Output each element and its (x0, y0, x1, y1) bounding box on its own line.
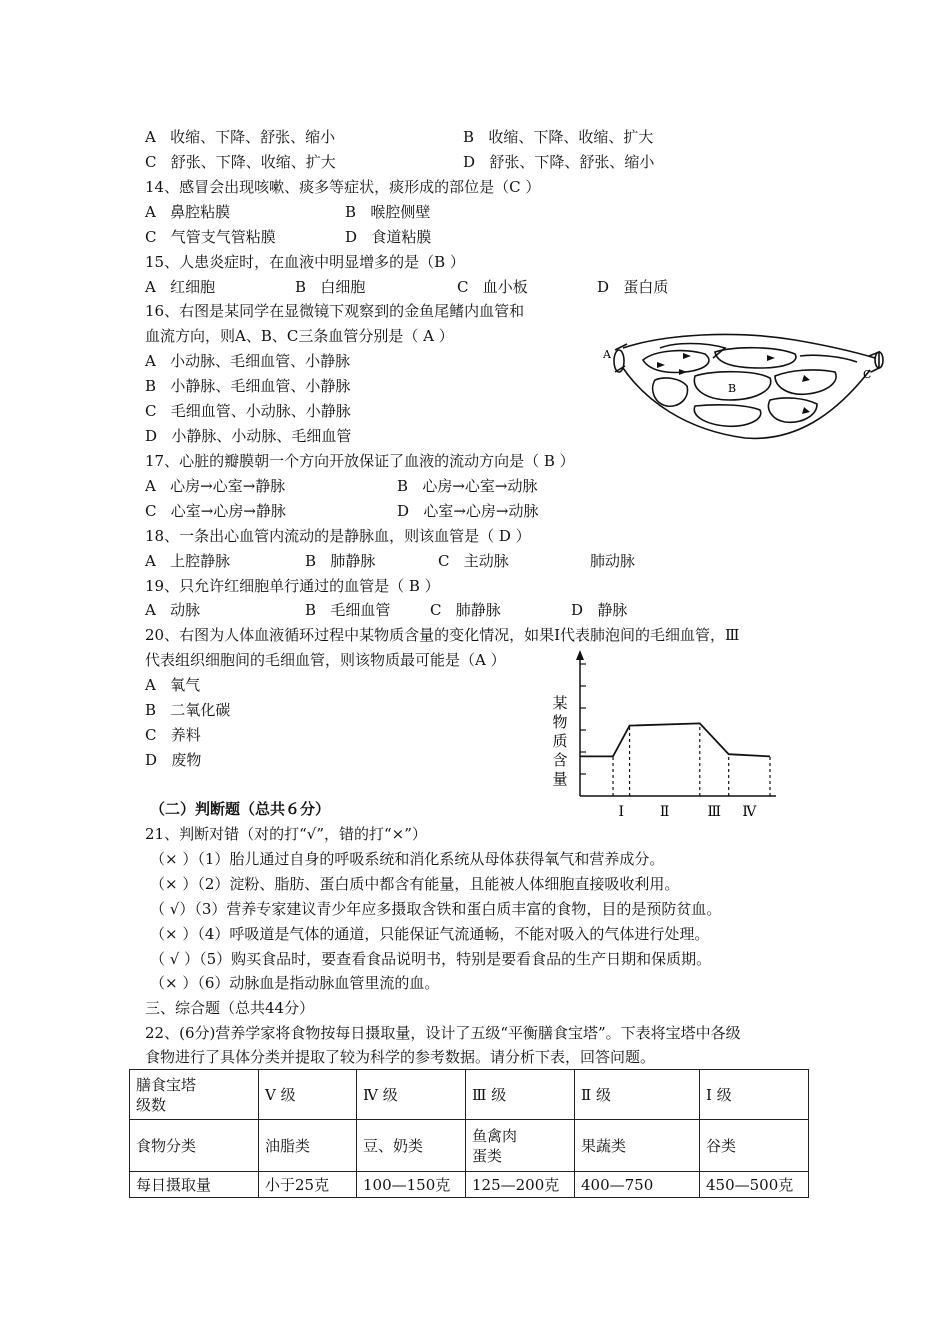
judge-item-3: （ √）（3）营养专家建议青少年应多摄取含铁和蛋白质丰富的食物，目的是预防贫血。 (150, 900, 722, 918)
table-cell: 鱼禽肉 蛋类 (466, 1120, 575, 1172)
judge-item-2: （× ）（2）淀粉、脂肪、蛋白质中都含有能量，且能被人体细胞直接吸收利用。 (150, 875, 680, 893)
q20-stem-line2: 代表组织细胞间的毛细血管，则该物质最可能是（A ） (145, 651, 506, 669)
series-line (580, 723, 770, 756)
table-cell: 豆、奶类 (357, 1120, 466, 1172)
q16-option-b: B 小静脉、毛细血管、小静脉 (145, 377, 351, 395)
q15-option-c: C 血小板 (457, 278, 528, 296)
q18-option-b: B 肺静脉 (305, 552, 376, 570)
q15-stem: 15、人患炎症时，在血液中明显增多的是（B ） (145, 253, 465, 271)
fig-label-c: C (863, 368, 872, 381)
substance-content-chart (550, 648, 790, 828)
y-axis-label-char: 含 (552, 751, 568, 769)
judge-item-1: （× ）（1）胎儿通过自身的呼吸系统和消化系统从母体获得氧气和营养成分。 (150, 850, 665, 868)
y-axis-label-char: 量 (552, 770, 568, 788)
judge-mark: （× ） (150, 850, 198, 868)
y-axis-label-char: 质 (552, 732, 568, 750)
food-pyramid-table (129, 1069, 809, 1198)
q20-option-a: A 氧气 (145, 676, 201, 694)
q16-stem-line1: 16、右图是某同学在显微镜下观察到的金鱼尾鳍内血管和 (145, 302, 525, 320)
judge-mark: （× ） (150, 974, 198, 992)
section2-title: （二）判断题（总共６分） (150, 800, 331, 818)
table-cell: Ⅲ 级 (466, 1070, 575, 1120)
table-cell: Ⅴ 级 (259, 1070, 357, 1120)
table-cell: 小于25克 (259, 1172, 357, 1198)
q20-option-b: B 二氧化碳 (145, 701, 231, 719)
q15-option-a: A 红细胞 (145, 278, 216, 296)
q13-option-b: B 收缩、下降、收缩、扩大 (463, 128, 654, 146)
table-cell: Ⅱ 级 (575, 1070, 700, 1120)
q21-stem: 21、判断对错（对的打“√”，错的打“×”） (145, 825, 427, 843)
q17-option-c: C 心室→心房→静脉 (145, 502, 286, 520)
q19-option-c: C 肺静脉 (430, 601, 501, 619)
q14-option-d: D 食道粘膜 (345, 228, 432, 246)
x-tick-label: Ⅱ (659, 804, 670, 820)
q18-option-d: 肺动脉 (590, 552, 636, 570)
judge-mark: （ √） (150, 900, 195, 918)
table-row (130, 1120, 809, 1172)
q22-line2: 食物进行了具体分类并提取了较为科学的参考数据。请分析下表，回答问题。 (145, 1048, 656, 1066)
q17-option-a: A 心房→心室→静脉 (145, 477, 286, 495)
judge-item-4: （× ）（4）呼吸道是气体的通道，只能保证气流通畅，不能对吸入的气体进行处理。 (150, 925, 710, 943)
q17-option-d: D 心室→心房→动脉 (397, 502, 539, 520)
q13-option-c: C 舒张、下降、收缩、扩大 (145, 153, 336, 171)
q18-option-c: C 主动脉 (438, 552, 509, 570)
y-axis-label-char: 物 (552, 713, 568, 731)
fish-fin-vessel-figure (595, 320, 895, 450)
q16-option-c: C 毛细血管、小动脉、小静脉 (145, 402, 351, 420)
table-cell: 果蔬类 (575, 1120, 700, 1172)
q14-option-b: B 喉腔侧壁 (345, 203, 431, 221)
q22-line1: 22、(6分)营养学家将食物按每日摄取量，设计了五级“平衡膳食宝塔”。下表将宝塔中各级 (145, 1024, 741, 1042)
q20-option-d: D 废物 (145, 751, 202, 769)
q14-option-a: A 鼻腔粘膜 (145, 203, 231, 221)
q13-option-d: D 舒张、下降、舒张、缩小 (463, 153, 655, 171)
q14-option-c: C 气管支气管粘膜 (145, 228, 276, 246)
table-cell: 400—750 (575, 1172, 700, 1198)
y-axis-label-char: 某 (552, 694, 568, 712)
table-header-cell: 膳食宝塔 级数 (130, 1070, 259, 1120)
q19-stem: 19、只允许红细胞单行通过的血管是（ B ） (145, 577, 440, 595)
table-cell: 100—150克 (357, 1172, 466, 1198)
q14-stem: 14、感冒会出现咳嗽、痰多等症状，痰形成的部位是（C ） (145, 178, 541, 196)
fig-label-a: A (603, 348, 611, 361)
q20-stem-line1: 20、右图为人体血液循环过程中某物质含量的变化情况，如果Ⅰ代表肺泡间的毛细血管，Ⅲ (145, 626, 740, 644)
judge-mark: （× ） (150, 875, 198, 893)
x-tick-label: Ⅳ (742, 804, 757, 820)
q15-option-b: B 白细胞 (295, 278, 366, 296)
q18-option-a: A 上腔静脉 (145, 552, 231, 570)
q19-option-d: D 静脉 (571, 601, 628, 619)
q17-stem: 17、心脏的瓣膜朝一个方向开放保证了血液的流动方向是（ B ） (145, 452, 575, 470)
table-header-cell: 每日摄取量 (130, 1172, 259, 1198)
table-cell: Ⅰ 级 (700, 1070, 809, 1120)
q18-stem: 18、一条出心血管内流动的是静脉血，则该血管是（ D ） (145, 527, 531, 545)
judge-mark: （× ） (150, 925, 198, 943)
judge-item-5: （ √ ）（5）购买食品时，要查看食品说明书，特别是要看食品的生产日期和保质期。 (150, 950, 712, 968)
judge-mark: （ √ ） (150, 950, 200, 968)
table-row (130, 1070, 809, 1120)
x-tick-label: Ⅲ (707, 804, 721, 820)
q17-option-b: B 心房→心室→动脉 (397, 477, 538, 495)
q13-option-a: A 收缩、下降、舒张、缩小 (145, 128, 336, 146)
q20-option-c: C 养料 (145, 726, 201, 744)
table-cell: 谷类 (700, 1120, 809, 1172)
q15-option-d: D 蛋白质 (597, 278, 669, 296)
fig-label-b: B (728, 382, 737, 395)
table-cell: 125—200克 (466, 1172, 575, 1198)
table-cell: Ⅳ 级 (357, 1070, 466, 1120)
judge-item-6: （× ）（6）动脉血是指动脉血管里流的血。 (150, 974, 440, 992)
table-row (130, 1172, 809, 1198)
y-axis-arrow (576, 650, 584, 660)
table-cell: 油脂类 (259, 1120, 357, 1172)
q19-option-b: B 毛细血管 (305, 601, 391, 619)
q16-option-d: D 小静脉、小动脉、毛细血管 (145, 427, 352, 445)
q19-option-a: A 动脉 (145, 601, 201, 619)
q16-stem-line2: 血流方向，则A、B、C三条血管分别是（ A ） (145, 327, 454, 345)
section3-title: 三、综合题（总共44分） (145, 999, 315, 1017)
table-cell: 450—500克 (700, 1172, 809, 1198)
table-header-cell: 食物分类 (130, 1120, 259, 1172)
x-tick-label: Ⅰ (618, 804, 625, 820)
q16-option-a: A 小动脉、毛细血管、小静脉 (145, 352, 351, 370)
